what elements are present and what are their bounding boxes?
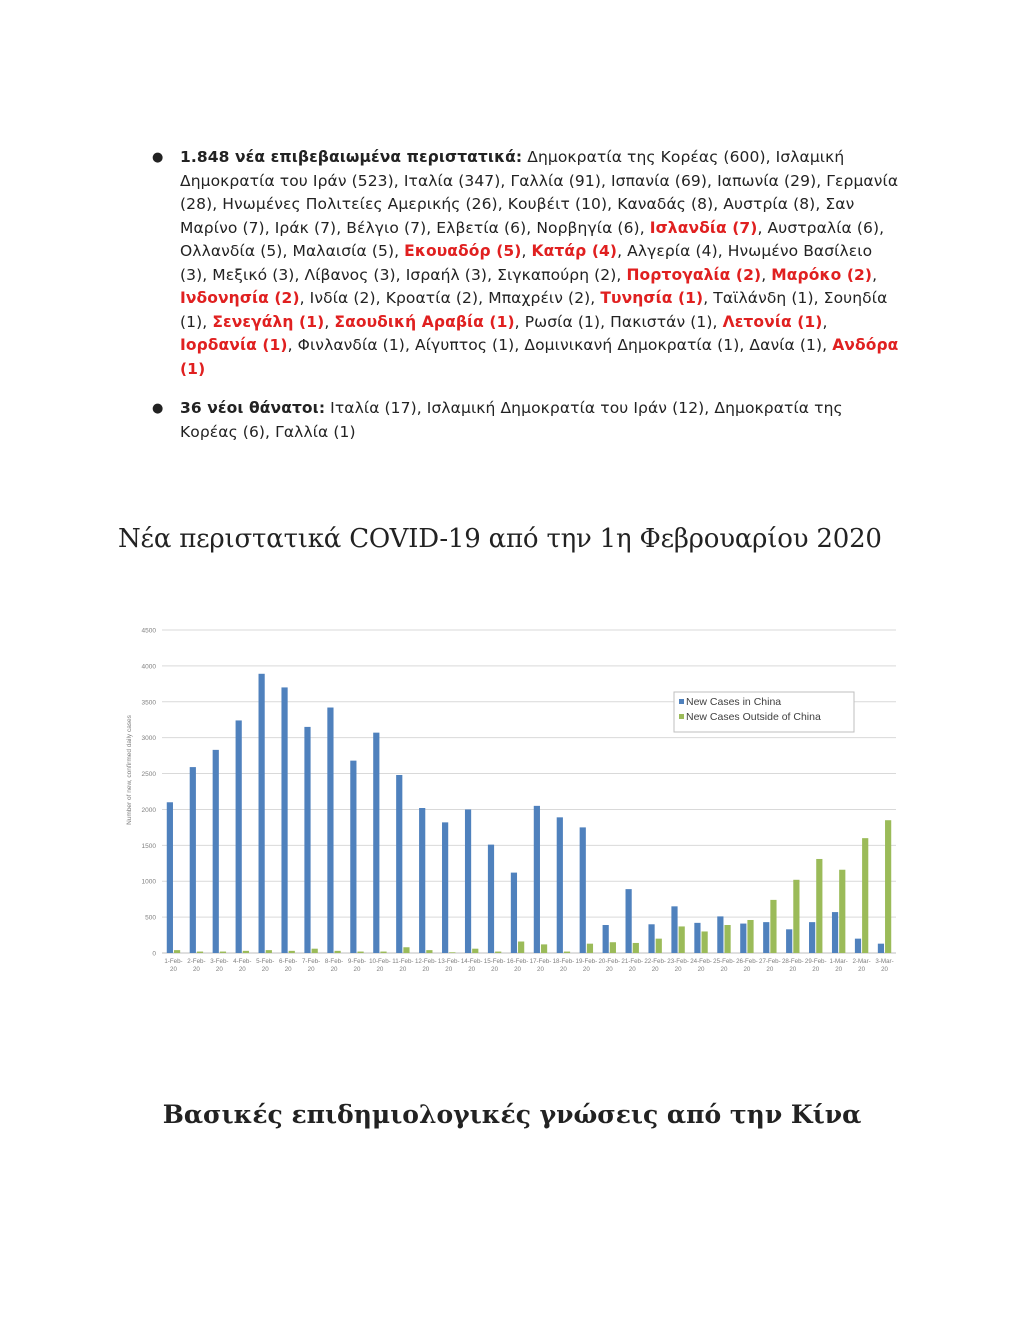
x-tick-label: 24-Feb-20 — [690, 958, 712, 973]
covid-cases-chart — [118, 618, 908, 988]
bar-outside — [312, 949, 318, 953]
bar-outside — [174, 950, 180, 953]
highlighted-country: Σενεγάλη (1) — [212, 312, 325, 331]
x-tick-label: 19-Feb-20 — [575, 958, 598, 973]
bar-china — [603, 925, 609, 953]
bar-china — [465, 809, 471, 953]
x-tick-label: 21-Feb-20 — [621, 958, 644, 973]
bar-outside — [243, 951, 249, 953]
x-tick-label: 17-Feb-20 — [529, 958, 552, 973]
bar-outside — [197, 952, 203, 953]
bar-china — [878, 944, 884, 953]
x-tick-label: 29-Feb-20 — [804, 958, 827, 973]
bullet-text: , — [521, 242, 532, 260]
y-tick-label: 0 — [152, 950, 156, 958]
bar-outside — [610, 942, 616, 953]
y-axis-label: Number of new, confirmed daily cases — [126, 715, 133, 825]
highlighted-country: Μαρόκο (2) — [771, 265, 873, 284]
bullet-text: , — [872, 265, 878, 284]
highlighted-country: Λετονία (1) — [722, 312, 823, 331]
chart-svg — [118, 618, 908, 988]
bar-china — [671, 906, 677, 953]
x-tick-label: 6-Feb-20 — [279, 958, 298, 973]
bar-china — [190, 767, 196, 953]
x-tick-label: 15-Feb-20 — [483, 958, 506, 973]
bar-china — [763, 922, 769, 953]
bar-outside — [587, 944, 593, 953]
x-tick-label: 13-Feb-20 — [437, 958, 460, 973]
y-tick-label: 1000 — [141, 878, 156, 886]
x-tick-label: 3-Mar-20 — [875, 958, 894, 973]
bar-outside — [357, 952, 363, 953]
y-tick-label: 4000 — [141, 663, 156, 671]
y-tick-label: 2500 — [141, 771, 156, 779]
bar-china — [396, 775, 402, 953]
bar-china — [832, 912, 838, 953]
bar-china — [213, 750, 219, 953]
bar-china — [557, 817, 563, 953]
y-tick-label: 4500 — [141, 627, 156, 635]
bullet-text: , — [761, 265, 772, 284]
chart-section-title: Νέα περιστατικά COVID-19 από την 1η Φεβρουαρίου 2020 — [118, 524, 882, 554]
x-tick-label: 11-Feb-20 — [392, 958, 414, 973]
bar-outside — [793, 880, 799, 953]
bar-china — [511, 873, 517, 953]
bar-outside — [541, 944, 547, 953]
bar-outside — [633, 943, 639, 953]
x-tick-label: 22-Feb-20 — [644, 958, 666, 973]
bullet-text: , — [324, 312, 335, 331]
highlighted-country: Πορτογαλία (2) — [626, 265, 762, 284]
bar-china — [350, 761, 356, 953]
bar-outside — [380, 952, 386, 953]
bar-china — [648, 924, 654, 953]
highlighted-country: Ισλανδία (7) — [649, 218, 758, 237]
bar-china — [809, 922, 815, 953]
bar-china — [626, 889, 632, 953]
bar-outside — [862, 838, 868, 953]
bar-outside — [702, 931, 708, 953]
bar-china — [534, 806, 540, 953]
bar-china — [167, 802, 173, 953]
bar-outside — [656, 939, 662, 953]
y-tick-label: 1500 — [141, 842, 156, 850]
bar-china — [327, 708, 333, 953]
bar-china — [373, 733, 379, 953]
x-tick-label: 26-Feb-20 — [736, 958, 758, 973]
bar-outside — [747, 920, 753, 953]
x-tick-label: 20-Feb-20 — [598, 958, 621, 973]
bar-china — [259, 674, 265, 953]
bar-outside — [426, 950, 432, 953]
bar-china — [717, 916, 723, 953]
bar-outside — [816, 859, 822, 953]
y-tick-label: 2000 — [141, 806, 156, 814]
bar-china — [694, 923, 700, 953]
bullet-text: , Αλγερία (4), Ηνωμένο Βασίλειο (3), Μεξικό (3), Λίβανος (3), Ισραήλ (3), Σιγκαπούρη (2), — [180, 242, 873, 284]
legend-label-china: New Cases in China — [686, 696, 782, 708]
bar-outside — [839, 870, 845, 953]
bar-outside — [679, 926, 685, 953]
bar-china — [281, 687, 287, 953]
bullet-text: , Ινδία (2), Κροατία (2), Μπαχρέιν (2), — [299, 289, 601, 307]
bullet-text: , Φινλανδία (1), Αίγυπτος (1), Δομινικανή Δημοκρατία (1), Δανία (1), — [287, 336, 833, 354]
x-tick-label: 12-Feb-20 — [414, 958, 437, 973]
x-tick-label: 1-Feb-20 — [164, 958, 183, 973]
x-tick-label: 10-Feb-20 — [369, 958, 391, 973]
bullet-text: , Αυστραλία (6), Ολλανδία (5), Μαλαισία (5), — [180, 218, 885, 260]
x-tick-label: 9-Feb-20 — [347, 958, 367, 973]
bar-outside — [266, 950, 272, 953]
x-tick-label: 23-Feb-20 — [667, 958, 689, 973]
bullet-text: , Ταϊλάνδη (1), Σουηδία (1), — [180, 289, 888, 331]
x-tick-label: 2-Feb-20 — [187, 958, 206, 973]
bar-outside — [289, 951, 295, 953]
highlighted-country: Κατάρ (4) — [531, 242, 618, 260]
bar-outside — [335, 951, 341, 953]
bar-china — [855, 939, 861, 953]
bar-outside — [564, 952, 570, 953]
bar-outside — [885, 820, 891, 953]
x-tick-label: 8-Feb-20 — [324, 958, 344, 973]
x-tick-label: 28-Feb-20 — [781, 958, 804, 973]
highlighted-country: Ινδονησία (2) — [180, 289, 300, 307]
y-tick-label: 3500 — [141, 699, 156, 707]
bullet-text: Δημοκρατία της Κορέας (600), Ισλαμική Δημοκρατία του Ιράν (523), Ιταλία (347), Γαλλία (91), Ισπανία (69), Ιαπωνία (29), Γερμανία (28), Ηνωμένες Πολιτείες Αμερικής (26), Κουβέιτ (10), Καναδάς (8), Αυστρία (8), Σαν Μαρίνο (7), Ιράκ (7), Βέλγιο (7), Ελβετία (6), Νορβηγία (6), — [180, 148, 899, 237]
x-tick-label: 4-Feb-20 — [233, 958, 252, 973]
bar-china — [419, 808, 425, 953]
x-tick-label: 27-Feb-20 — [759, 958, 781, 973]
x-tick-label: 25-Feb-20 — [713, 958, 735, 973]
y-tick-label: 500 — [145, 914, 156, 922]
bullet-text: , Ρωσία (1), Πακιστάν (1), — [514, 312, 723, 331]
bullet-text: , — [822, 312, 828, 331]
bar-china — [580, 827, 586, 953]
x-tick-label: 16-Feb-20 — [506, 958, 529, 973]
bar-outside — [495, 952, 501, 953]
x-tick-label: 3-Feb-20 — [210, 958, 229, 973]
bar-china — [740, 924, 746, 953]
bar-outside — [403, 947, 409, 953]
legend-swatch-outside — [679, 714, 684, 719]
x-tick-label: 14-Feb-20 — [460, 958, 483, 973]
x-tick-label: 2-Mar-20 — [852, 958, 871, 973]
bar-outside — [724, 925, 730, 953]
x-tick-label: 1-Mar-20 — [829, 958, 848, 973]
y-tick-label: 3000 — [141, 735, 156, 743]
bar-china — [442, 822, 448, 953]
highlighted-country: Ανδόρα (1) — [180, 336, 899, 378]
highlighted-country: Ιορδανία (1) — [180, 336, 288, 354]
highlighted-country: Εκουαδόρ (5) — [404, 242, 522, 260]
legend-swatch-china — [679, 699, 684, 704]
bar-outside — [770, 900, 776, 953]
bar-outside — [449, 952, 455, 953]
bullet-lead: 36 νέοι θάνατοι: — [180, 399, 326, 417]
bar-china — [304, 727, 310, 953]
x-tick-label: 7-Feb-20 — [301, 958, 321, 973]
summary-bullet-list — [150, 146, 902, 444]
bar-outside — [472, 949, 478, 953]
bullet-text: Ιταλία (17), Ισλαμική Δημοκρατία του Ιράν (12), Δημοκρατία της Κορέας (6), Γαλλία (1) — [180, 399, 843, 441]
epidemiology-section-title: Βασικές επιδημιολογικές γνώσεις από την Κίνα — [162, 1100, 862, 1129]
bar-china — [786, 929, 792, 953]
chart-legend — [674, 692, 854, 732]
bar-china — [488, 845, 494, 953]
new-deaths-bullet — [150, 397, 902, 444]
legend-label-outside: New Cases Outside of China — [686, 711, 821, 723]
new-cases-bullet — [150, 146, 902, 381]
highlighted-country: Σαουδική Αραβία (1) — [334, 312, 515, 331]
x-tick-label: 18-Feb-20 — [552, 958, 575, 973]
highlighted-country: Τυνησία (1) — [600, 289, 704, 307]
bar-outside — [220, 952, 226, 953]
bar-china — [236, 720, 242, 953]
x-tick-label: 5-Feb-20 — [256, 958, 275, 973]
bar-outside — [518, 942, 524, 953]
bullet-lead: 1.848 νέα επιβεβαιωμένα περιστατικά: — [180, 148, 523, 166]
